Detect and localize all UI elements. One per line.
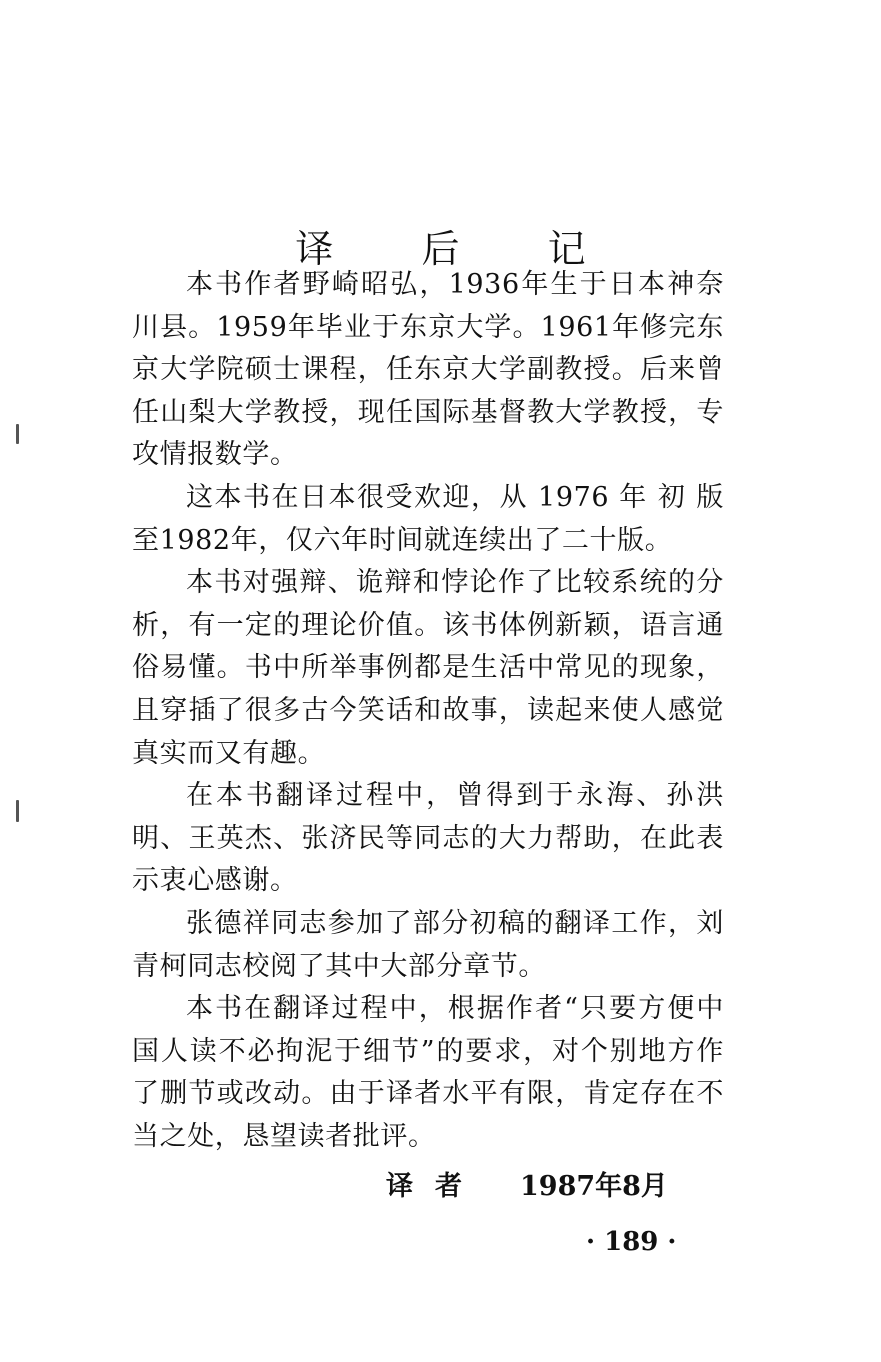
- paragraph-content-summary: 本书对强辩、诡辩和悖论作了比较系统的分析，有一定的理论价值。该书体例新颖，语言通俗易懂。书中所举事例都是生活中常见的现象，且穿插了很多古今笑话和故事，读起来使人感觉真实而又有趣。: [132, 567, 724, 769]
- translator-signature: 译者: [386, 1171, 484, 1202]
- page-title: 译 后 记: [295, 227, 624, 272]
- scan-mark-top: [16, 424, 19, 444]
- signature-date: 1987年8月: [520, 1171, 668, 1202]
- page-number: · 189 ·: [586, 1227, 677, 1257]
- paragraph-author-bio: 本书作者野崎昭弘，1936年生于日本神奈川县。1959年毕业于东京大学。1961年修完东京大学院硕士课程，任东京大学副教授。后来曾任山梨大学教授，现任国际基督教大学教授，专攻情报数学。: [132, 269, 724, 471]
- paragraph-popularity: 这本书在日本很受欢迎，从 1976 年 初 版至1982年，仅六年时间就连续出了二十版。: [132, 481, 724, 556]
- paragraph-thanks: 在本书翻译过程中，曾得到于永海、孙洪明、王英杰、张济民等同志的大力帮助，在此表示衷心感谢。: [132, 780, 724, 897]
- signature-line: [0, 1165, 881, 1209]
- paragraph-contributors: 张德祥同志参加了部分初稿的翻译工作，刘青柯同志校阅了其中大部分章节。: [132, 907, 724, 982]
- paragraph-translation-note: 本书在翻译过程中，根据作者“只要方便中国人读不必拘泥于细节”的要求，对个别地方作了删节或改动。由于译者水平有限，肯定存在不当之处，恳望读者批评。: [132, 993, 724, 1152]
- afterword-body: [132, 264, 724, 1158]
- scan-mark-bottom: [16, 800, 19, 822]
